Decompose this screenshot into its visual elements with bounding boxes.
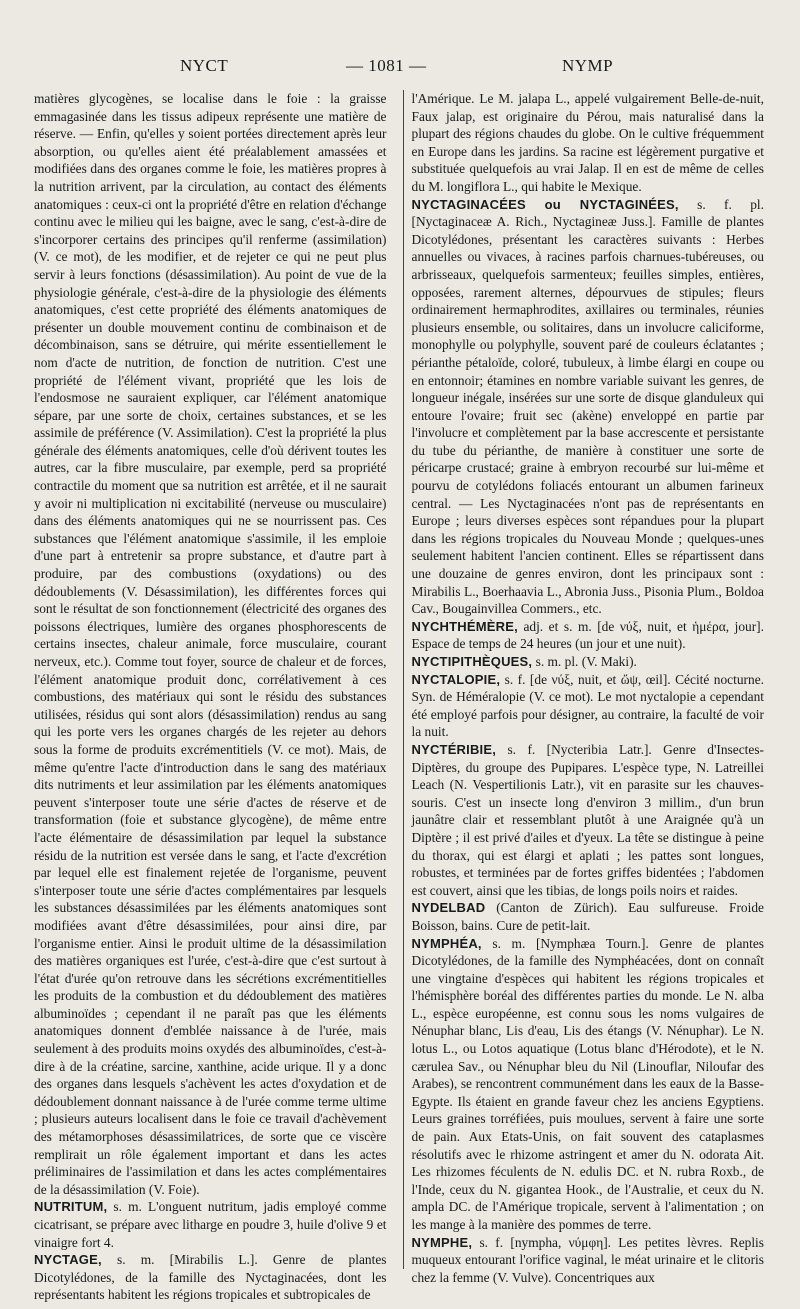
headword-nycteribie: NYCTÉRIBIE, — [411, 741, 497, 757]
running-head — [34, 56, 764, 82]
headword-nyctaginacees: NYCTAGINACÉES ou NYCTAGINÉES, — [411, 196, 679, 212]
definition-nydelbad: (Canton de Zürich). Eau sulfureuse. Froide Boisson, bains. Cure de petit-lait. — [411, 900, 764, 933]
headword-nychthemere: NYCHTHÉMÈRE, — [411, 618, 518, 634]
entry-nutritum — [34, 1198, 387, 1251]
definition-nyctage: s. m. [Mirabilis L.]. Genre de plantes Dicotylédones, de la famille des Nyctaginacées, dont les représentants habitent les régions tropicales et subtropicales de — [34, 1252, 387, 1303]
definition-nychthemere: adj. et s. m. [de νύξ, nuit, et ἡμέρα, jour]. Espace de temps de 24 heures (un jour et une nuit). — [411, 618, 764, 652]
nyctage-continuation: l'Amérique. Le M. jalapa L., appelé vulgairement Belle-de-nuit, Faux jalap, est originaire du Pérou, mais naturalisé dans la plupart des régions chaudes du globe. On le cultive fréquemment en Europe dans les jardins. Sa racine est légèrement purgative et substituée quelquefois au vrai Jalap. Il en est de même de celles du M. longiflora L., qui habite le Mexique. — [411, 91, 764, 194]
entry-nycteribie — [412, 741, 765, 899]
definition-nymphea: s. m. [Nymphæa Tourn.]. Genre de plantes Dicotylédones, de la famille des Nymphéacées, dont on connaît une vingtaine d'espèces qui habitent les régions tropicales et l'hémisphère boréal des différentes parties du monde. Le N. alba L., espèce européenne, est connu sous les noms vulgaires de Nénuphar blanc, Lis d'eau, Lis des étangs (V. Nénuphar). Le N. lotus L., ou Lotos aquatique (Lotus blanc d'Hérodote), et le N. cærulea Sav., ou Nénuphar bleu du Nil (Linouflar, Niloufar des Arabes), se rencontrent communément dans les eaux de la Basse-Egypte. Ils étaient en grande faveur chez les anciens Egyptiens. Leurs graines torréfiées, puis moulues, servent à faire une sorte de pain. Aux Etats-Unis, on fait souvent des cataplasmes résolutifs avec le rhizome astringent et amer du N. odorata Ait. Les rhizomes féculents de N. edulis DC. et N. rubra Roxb., de l'Inde, ceux du N. gigantea Hook., de l'Australie, et ceux du N. ampla DC. de l'Amérique tropicale, servent à l'alimentation ; on les mange à la manière des pommes de terre. — [411, 935, 764, 1232]
headword-nydelbad: NYDELBAD — [411, 900, 486, 916]
entry-nychthemere — [412, 618, 765, 653]
definition-nutritum: s. m. L'onguent nutritum, jadis employé comme cicatrisant, se prépare avec litharge en poudre 3, huile d'olive 9 et vinaigre fort 4. — [34, 1199, 387, 1250]
entry-nymphe — [412, 1234, 765, 1287]
headword-nymphea: NYMPHÉA, — [411, 935, 482, 951]
page-number: — 1081 — — [346, 56, 427, 75]
entry-nydelbad — [412, 899, 765, 934]
headword-nutritum: NUTRITUM, — [34, 1199, 108, 1215]
entry-nymphea — [412, 935, 765, 1234]
headword-nyctage: NYCTAGE, — [34, 1252, 102, 1268]
headword-nyctalopie: NYCTALOPIE, — [411, 671, 501, 687]
text-columns — [34, 90, 765, 1303]
entry-nyctalopie — [412, 671, 765, 741]
definition-nyctalopie: s. f. [de νύξ, nuit, et ὤψ, œil]. Cécité nocturne. Syn. de Héméralopie (V. ce mot). Le mot nyctalopie a cependant été employé parfois pour désigner, au contraire, la faculté de voir la nuit. — [411, 671, 764, 740]
entry-nyctage — [34, 1251, 387, 1304]
headword-nymphe: NYMPHE, — [411, 1234, 473, 1250]
definition-nyctaginacees: s. f. pl. [Nyctaginaceæ A. Rich., Nyctagineæ Juss.]. Famille de plantes Dicotylédones, présentant les caractères suivants : Herbes annuelles ou vivaces, à racines parfois charnues-tubéreuses, ou arbrisseaux, quelquefois sarmenteux; feuilles simples, entières, opposées, rarement alternes, dépourvues de stipules; fleurs ordinairement hermaphrodites, axillaires ou terminales, réunies plusieurs ensemble, ou solitaires, dans un involucre caliciforme, monophylle ou polyphylle, souvent paré de couleurs éclatantes ; périanthe pétaloïde, coloré, tubuleux, à limbe élargi en coupe ou en entonnoir; étamines en nombre variable suivant les genres, de longueur inégale, insérées sur une sorte de disque glanduleux qui entoure l'ovaire; fruit sec (akène) enveloppé en partie par l'involucre et complètement par la base accrescente et persistante du tube du périanthe, de manière à constituer une sorte de péricarpe crustacé; graine à embryon recourbé sur lui-même et pourvu de cotylédons foliacés entourant un albumen farineux central. — Les Nyctaginacées n'ont pas de représentants en Europe ; leurs diverses espèces sont répandues pour la plupart dans les régions tropicales du Nouveau Monde ; quelques-unes seulement habitent l'ancien continent. Elles se répartissent dans une douzaine de genres environ, dont les principaux sont : Mirabilis L., Boerhaavia L., Abronia Juss., Pisonia Plum., Boldoa Cav., Bougainvillea Commers., etc. — [411, 196, 765, 617]
header-left-word: NYCT — [180, 56, 229, 75]
header-right-word: NYMP — [562, 56, 614, 75]
definition-nyctipitheques: s. m. pl. (V. Maki). — [535, 654, 637, 669]
headword-nyctipitheques: NYCTIPITHÈQUES, — [411, 654, 533, 669]
entry-nyctaginacees — [412, 196, 765, 618]
left-column — [34, 90, 391, 1303]
nutrition-continuation: matières glycogènes, se localise dans le foie : la graisse emmagasinée dans les tissus adipeux représente une matière de réserve. — Enfin, qu'elles y soient portées directement après leur absorption, ou qu'elles aient été préalablement amassées et modifiées dans des organes comme le foie, les matières propres à la nutrition arrivent, par la circulation, au contact des éléments anatomiques : ceux-ci ont la propriété d'être en relation d'échange continu avec le milieu qui les baigne, avec le sang, c'est-à-dire de s'incorporer certains des principes qu'il renferme (assimilation) (V. ce mot), de les modifier, et de rejeter ce qui ne peut plus servir à leurs fonctions (désassimilation). Au point de vue de la physiologie générale, c'est-à-dire de la physiologie des éléments anatomiques, c'est cette propriété des éléments anatomiques de présenter un double mouvement continu de combinaison et de décombinaison, sans se détruire, qui mérite essentiellement le nom d'acte de nutrition, de fonction de nutrition. C'est une propriété de l'élément vivant, propriété que les lois de l'endosmose ne sauraient expliquer, car l'élément anatomique sépare, par une sorte de choix, certaines substances, et se les assimile de préférence (V. Assimilation). C'est la propriété la plus générale des éléments anatomiques, celle d'où dérivent toutes les autres, car la fibre musculaire, par exemple, perd sa propriété contractile du moment que sa nutrition est arrêtée, et il ne saurait y avoir ni multiplication ni excitabilité (nerveuse ou musculaire) dans des éléments anatomiques qui ne se nourrissent pas. Ces substances que l'élément anatomique s'assimile, il les emploie d'une part à entretenir sa propre substance, et d'autre part à produire, par des combustions (oxydations) ou des dédoublements (V. Désassimilation), les différentes forces qui sont le résultat de son fonctionnement (électricité des organes des poissons électriques, lumière des organes phosphorescents de certains insectes, chaleur animale, force musculaire, courant nerveux, etc.). Comme tout foyer, source de chaleur et de forces, l'élément anatomique produit donc, corrélativement à ces combustions, des matériaux qui sont le résidu des substances utilisées, résidus qui sont alors (désassimilation) rendus au sang qui les porte vers les organes chargés de les rejeter au dehors sous la forme de produits excrémentitiels (V. ce mot). Mais, de même qu'entre l'acte d'introduction dans le sang des matériaux dits nutriments et leur assimilation par les éléments anatomiques peuvent s'interposer toute une série d'actes de réserve et de transformation (foie et substance glycogène), de même entre l'acte élémentaire de désassimilation par lequel la substance résidu de la nutrition est versée dans le sang, et l'acte d'excrétion par lequel elle est finalement rejetée de l'organisme, peuvent s'interposer toute une série d'actes complémentaires par lesquels les substances désassimilées par les éléments anatomiques sont modifiées avant d'être désassimilées, pour ainsi dire, par l'organisme entier. Ainsi le produit ultime de la désassimilation des matières organiques est l'urée, c'est-à-dire que c'est surtout à l'état d'urée qu'on retrouve dans les sécrétions excrémentitielles les produits de la combustion et du dédoublement des matières albuminoïdes ; cependant il ne paraît pas que les éléments anatomiques donnent d'emblée naissance à de l'urée, mais seulement à des produits moins oxydés des albuminoïdes, c'est-à-dire à de la créatine, sarcine, xanthine, acide urique. Il y a donc des organes dans lesquels s'achèvent les actes d'oxydation et de dédoublement donnant naissance à de l'urée comme terme ultime ; plusieurs auteurs localisent dans le foie ce travail d'achèvement des métamorphoses désassimilatrices, de sorte que ce viscère remplirait un rôle également important et dans les actes préliminaires de l'assimilation et dans les actes complémentaires de la désassimilation (V. Foie). — [34, 91, 387, 1197]
definition-nymphe: s. f. [nympha, νύμφη]. Les petites lèvres. Replis muqueux entourant l'orifice vaginal, le méat urinaire et le clitoris chez la femme (V. Vulve). Concentriques aux — [411, 1234, 764, 1285]
right-column — [403, 90, 765, 1285]
definition-nycteribie: s. f. [Nycteribia Latr.]. Genre d'Insectes-Diptères, du groupe des Pupipares. L'espèce type, N. Latreillei Leach (N. Vespertilionis Latr.), vit en parasite sur les chauves-souris. C'est un insecte long d'environ 3 millim., d'un brun jaunâtre clair et ressemblant plutôt à une Araignée qu'à un Diptère ; il est privé d'ailes et d'yeux. La tête se distingue à peine du thorax, qui est élargi et aplati ; les pattes sont longues, robustes, et terminées par de fortes griffes bidentées ; l'abdomen est couvert, ainsi que les tibias, de longs poils noirs et raides. — [411, 741, 764, 898]
entry-nyctipitheques — [412, 653, 765, 671]
